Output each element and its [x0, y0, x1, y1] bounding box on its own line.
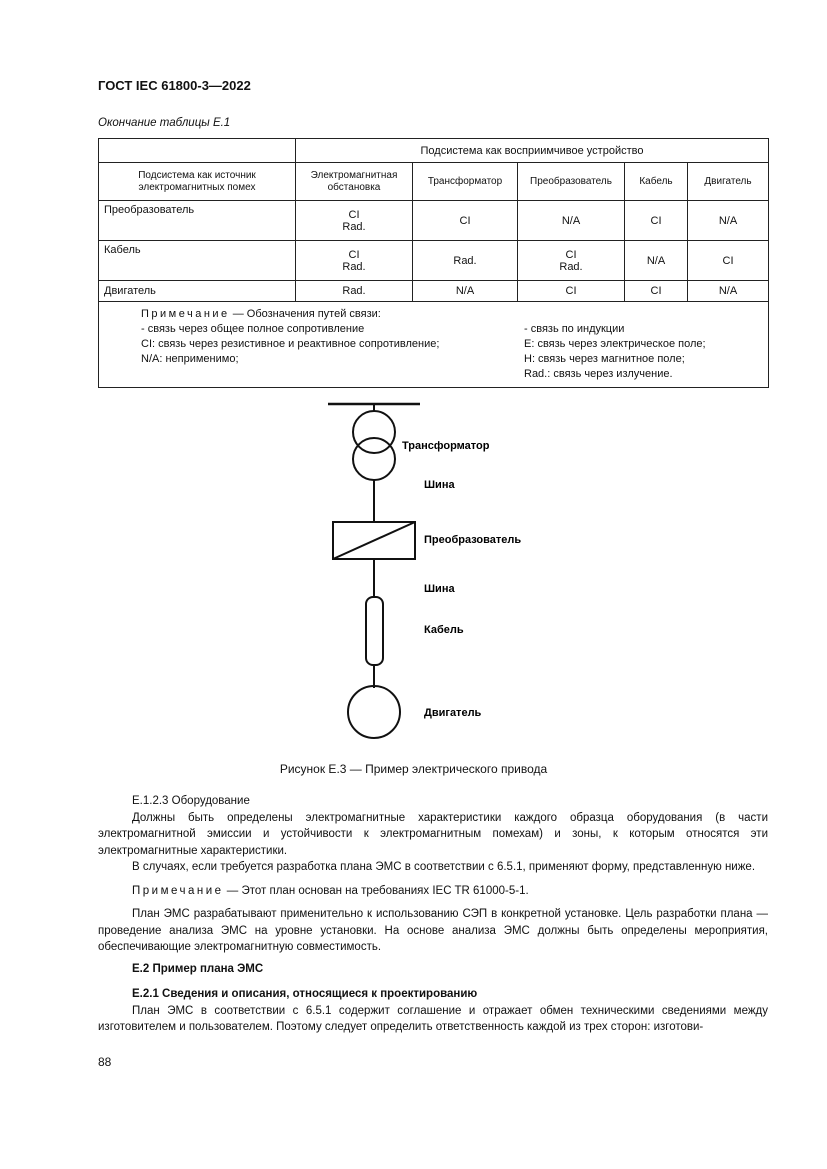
table-cell: CI [625, 281, 688, 302]
note-item: H: связь через магнитное поле; [524, 353, 685, 365]
source-header: Подсистема как источник электромагнитных помех [99, 163, 296, 201]
diagram-label: Шина [424, 479, 455, 491]
table-cell: N/A [413, 281, 518, 302]
diagram-label: Шина [424, 583, 455, 595]
table-cell: N/A [625, 241, 688, 281]
row-name: Двигатель [99, 281, 296, 302]
document-header: ГОСТ IEC 61800-3—2022 [98, 78, 251, 93]
figure-caption: Рисунок Е.3 — Пример электрического привода [279, 762, 548, 776]
note-label: Примечание [141, 308, 230, 320]
table-cell: N/A [518, 201, 625, 241]
note-text: — Этот план основан на требованиях IEC TR 61000-5-1. [226, 884, 529, 897]
motor-symbol [348, 686, 400, 738]
table-cell: Rad. [296, 281, 413, 302]
paragraph: План ЭМС разрабатывают применительно к использованию СЭП в конкретной установке. Цель разработки плана — проведение анализа ЭМС на уровне установки. На основе анализа ЭМС должны быть определены мероприятия, обеспечивающие электромагнитную совместимость. [98, 908, 768, 953]
table-cell: Rad. [413, 241, 518, 281]
column-header: Преобразователь [518, 163, 625, 201]
page-number: 88 [98, 1055, 112, 1069]
table-cell: N/A [688, 201, 769, 241]
body-section [98, 793, 768, 1036]
section-heading: Е.2 Пример плана ЭМС [132, 962, 264, 975]
note-label: Примечание [132, 884, 224, 897]
converter-diagonal [333, 522, 415, 559]
section-heading: Е.1.2.3 Оборудование [132, 795, 250, 807]
diagram-label: Кабель [424, 624, 464, 636]
table-cell: CI Rad. [518, 241, 625, 281]
note-item: Rad.: связь через излучение. [524, 368, 673, 380]
table-cell: CI [518, 281, 625, 302]
receiver-header: Подсистема как восприимчивое устройство [296, 139, 769, 163]
note-item: - связь по индукции [524, 323, 625, 335]
column-header: Электромагнитная обстановка [296, 163, 413, 201]
table-cell: N/A [688, 281, 769, 302]
table-continuation-label: Окончание таблицы Е.1 [98, 117, 231, 129]
paragraph: В случаях, если требуется разработка плана ЭМС в соответствии с 6.5.1, применяют форму, представленную ниже. [132, 861, 756, 873]
note-title: — Обозначения путей связи: [232, 308, 381, 320]
section-heading: Е.2.1 Сведения и описания, относящиеся к проектированию [132, 988, 478, 1000]
diagram-label: Двигатель [424, 707, 482, 719]
column-header: Кабель [625, 163, 688, 201]
row-name: Преобразователь [99, 201, 296, 241]
note-item: E: связь через электрическое поле; [524, 338, 706, 350]
note-item: CI: связь через резистивное и реактивное сопротивление; [141, 338, 440, 350]
note-paragraph [98, 883, 768, 900]
table-cell: CI [413, 201, 518, 241]
diagram-label: Преобразователь [424, 534, 522, 546]
paragraph: Должны быть определены электромагнитные характеристики каждого образца оборудования (в части электромагнитной эмиссии и устойчивости к электромагнитным помехам) и зоны, к которым относятся эти электромагнитные характеристики. [98, 811, 768, 857]
diagram-label: Трансформатор [402, 440, 490, 452]
table-cell: CI Rad. [296, 241, 413, 281]
row-name: Кабель [99, 241, 296, 281]
table-cell: CI Rad. [296, 201, 413, 241]
note-item: N/A: неприменимо; [141, 353, 239, 365]
transformer-winding-bottom [353, 438, 395, 480]
column-header: Двигатель [688, 163, 769, 201]
table-cell: CI [688, 241, 769, 281]
note-item: - связь через общее полное сопротивление [141, 323, 365, 335]
column-header: Трансформатор [413, 163, 518, 201]
cable-symbol [366, 597, 383, 665]
paragraph: План ЭМС в соответствии с 6.5.1 содержит соглашение и отражает обмен техническими сведениями между изготовителем и пользователем. Поэтому следует определить ответственность каждой из трех сторон: изготови- [98, 1004, 768, 1033]
table-cell: CI [625, 201, 688, 241]
transformer-winding-top [353, 411, 395, 453]
